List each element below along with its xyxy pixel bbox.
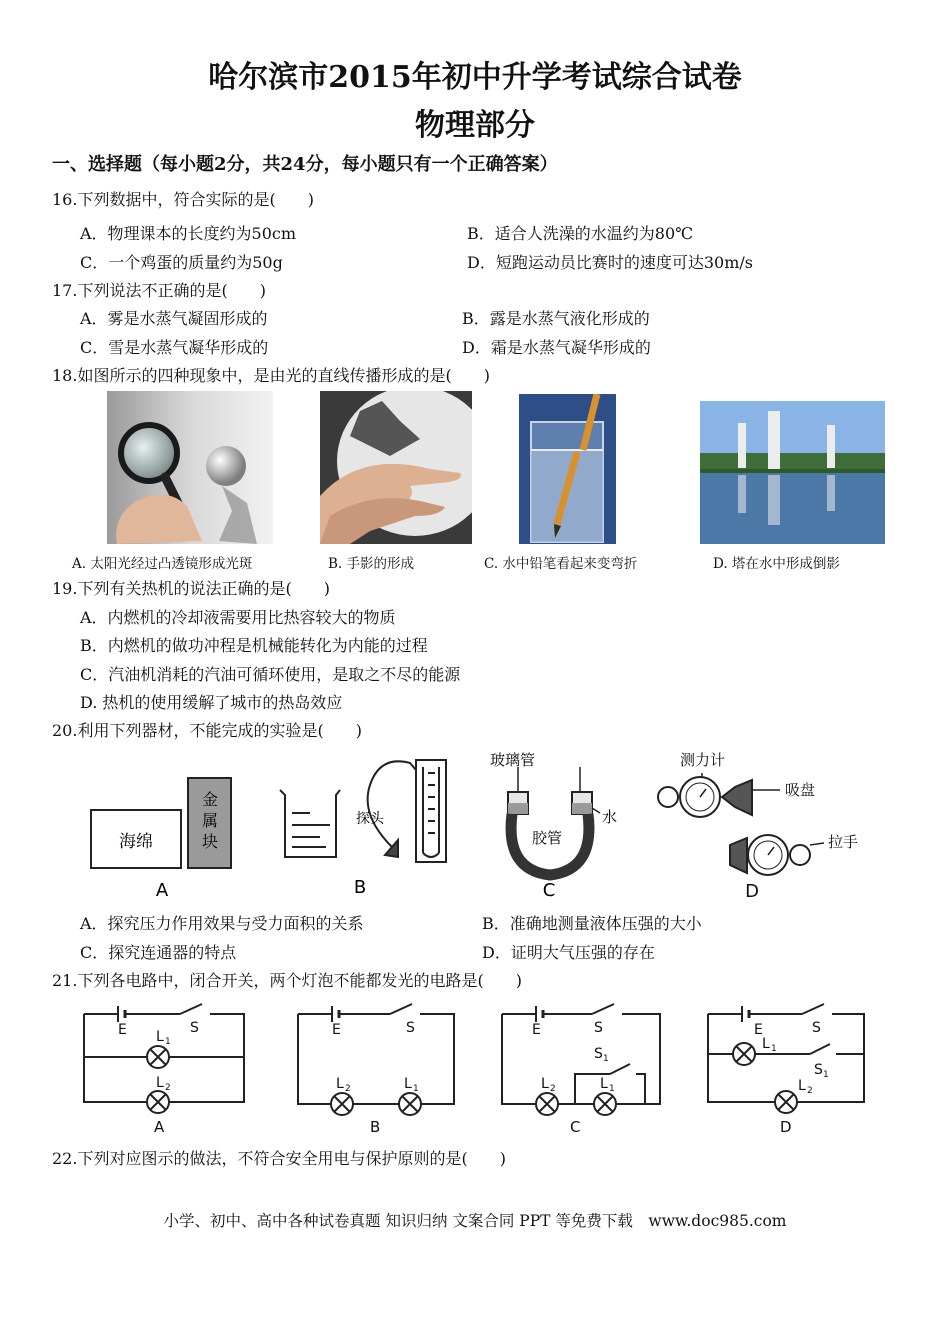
label-metal-3: 块	[201, 832, 219, 851]
circuit-d-sub-2: 2	[807, 1086, 813, 1096]
q19-option-d: D. 热机的使用缓解了城市的热岛效应	[80, 693, 343, 712]
photo-pagoda-reflection	[700, 401, 885, 544]
circuit-d-label-s: S	[812, 1020, 821, 1036]
circuit-a-label-l2: L	[156, 1075, 164, 1091]
q18-caption-d: D. 塔在水中形成倒影	[713, 556, 840, 572]
q20-option-c: C．探究连通器的特点	[80, 943, 237, 962]
label-suction-cup: 吸盘	[785, 781, 816, 799]
apparatus-d-suction-cups	[658, 751, 858, 902]
photo-pencil-in-water	[519, 394, 616, 544]
label-water: 水	[602, 808, 618, 826]
q18-caption-b: B. 手影的形成	[328, 556, 415, 572]
question-19: 19.下列有关热机的说法正确的是( )	[52, 579, 330, 598]
q19-option-a: A．内燃机的冷却液需要用比热容较大的物质	[80, 608, 396, 627]
circuit-d-label-l2: L	[798, 1078, 806, 1094]
circuit-a-sub-1: 1	[165, 1037, 171, 1047]
circuit-b-sub-1: 1	[413, 1084, 419, 1094]
circuit-c-sub-1: 1	[609, 1084, 615, 1094]
circuit-d-label-s1: S	[814, 1062, 823, 1078]
q17-option-a: A．雾是水蒸气凝固形成的	[80, 309, 268, 328]
circuit-d-label-e: E	[754, 1022, 763, 1038]
circuit-c-sub-s1: 1	[603, 1054, 609, 1064]
question-18: 18.如图所示的四种现象中，是由光的直线传播形成的是( )	[52, 366, 490, 385]
q16-option-a: A．物理课本的长度约为50cm	[80, 224, 297, 243]
circuit-c-label-s1: S	[594, 1046, 603, 1062]
circuit-label-b: B	[370, 1118, 381, 1136]
page-title: 哈尔滨市2015年初中升学考试综合试卷	[208, 60, 742, 95]
apparatus-c-connected-vessels	[490, 751, 617, 901]
q18-caption-c: C. 水中铅笔看起来变弯折	[484, 556, 638, 572]
label-rubber-tube: 胶管	[532, 829, 563, 847]
q19-option-c: C．汽油机消耗的汽油可循环使用，是取之不尽的能源	[80, 665, 461, 684]
circuit-c-label-e: E	[532, 1022, 541, 1038]
q17-option-d: D．霜是水蒸气凝华形成的	[462, 338, 651, 357]
apparatus-a-sponge-block	[91, 778, 231, 901]
q20-option-b: B．准确地测量液体压强的大小	[482, 914, 702, 933]
label-sponge: 海绵	[119, 832, 153, 852]
q18-caption-a: A. 太阳光经过凸透镜形成光斑	[72, 556, 253, 572]
q20-option-a: A．探究压力作用效果与受力面积的关系	[80, 914, 364, 933]
circuit-b	[298, 1004, 454, 1115]
label-dynamometer: 测力计	[680, 751, 726, 769]
photo-magnifier	[107, 391, 273, 544]
circuit-a-label-s: S	[190, 1020, 199, 1036]
label-metal-1: 金	[201, 790, 219, 809]
question-20: 20.利用下列器材，不能完成的实验是( )	[52, 721, 362, 740]
circuit-a	[84, 1004, 244, 1113]
page-footer: 小学、初中、高中各种试卷真题 知识归纳 文案合同 PPT 等免费下载 www.doc985.com	[163, 1212, 787, 1230]
q16-option-d: D．短跑运动员比赛时的速度可达30m/s	[467, 253, 753, 272]
q20-option-d: D．证明大气压强的存在	[482, 943, 655, 962]
circuit-d-label-l1: L	[762, 1036, 770, 1052]
question-16: 16.下列数据中，符合实际的是( )	[52, 190, 314, 209]
section-heading: 一、选择题（每小题2分，共24分，每小题只有一个正确答案）	[52, 154, 558, 175]
circuit-b-label-s: S	[406, 1020, 415, 1036]
label-metal-2: 属	[201, 811, 219, 830]
circuit-c-label-l1: L	[600, 1076, 608, 1092]
q20-apparatus-figure	[80, 745, 880, 905]
photo-hand-shadow	[320, 391, 472, 544]
fig-label-c: C	[542, 880, 556, 901]
question-21: 21.下列各电路中，闭合开关，两个灯泡不能都发光的电路是( )	[52, 971, 522, 990]
circuit-d-sub-1: 1	[771, 1044, 777, 1054]
q17-option-b: B．露是水蒸气液化形成的	[462, 309, 650, 328]
circuit-d-sub-s1: 1	[823, 1070, 829, 1080]
circuit-a-sub-2: 2	[165, 1083, 171, 1093]
label-handle: 拉手	[828, 833, 859, 851]
circuit-b-label-l2: L	[336, 1076, 344, 1092]
circuit-c-sub-2: 2	[550, 1084, 556, 1094]
label-probe: 探头	[356, 811, 384, 827]
page-subtitle: 物理部分	[415, 108, 535, 143]
circuit-b-label-l1: L	[404, 1076, 412, 1092]
circuit-label-d: D	[780, 1118, 792, 1136]
circuit-b-sub-2: 2	[345, 1084, 351, 1094]
circuit-label-a: A	[154, 1118, 165, 1136]
label-glass-tube: 玻璃管	[490, 751, 536, 769]
question-17: 17.下列说法不正确的是( )	[52, 281, 266, 300]
question-22: 22.下列对应图示的做法，不符合安全用电与保护原则的是( )	[52, 1149, 506, 1168]
q16-option-b: B．适合人洗澡的水温约为80℃	[467, 224, 694, 243]
circuit-d	[708, 1004, 864, 1113]
q17-option-c: C．雪是水蒸气凝华形成的	[80, 338, 269, 357]
circuit-b-label-e: E	[332, 1022, 341, 1038]
circuit-c-label-l2: L	[541, 1076, 549, 1092]
circuit-a-label-e: E	[118, 1022, 127, 1038]
circuit-c	[502, 1004, 660, 1115]
q19-option-b: B．内燃机的做功冲程是机械能转化为内能的过程	[80, 636, 428, 655]
fig-label-d: D	[745, 881, 759, 902]
fig-label-b: B	[353, 877, 367, 898]
circuit-label-c: C	[570, 1118, 581, 1136]
q21-circuit-figure	[70, 992, 890, 1140]
q16-option-c: C．一个鸡蛋的质量约为50g	[80, 253, 283, 272]
fig-label-a: A	[155, 880, 169, 901]
circuit-c-label-s: S	[594, 1020, 603, 1036]
circuit-a-label-l1: L	[156, 1029, 164, 1045]
